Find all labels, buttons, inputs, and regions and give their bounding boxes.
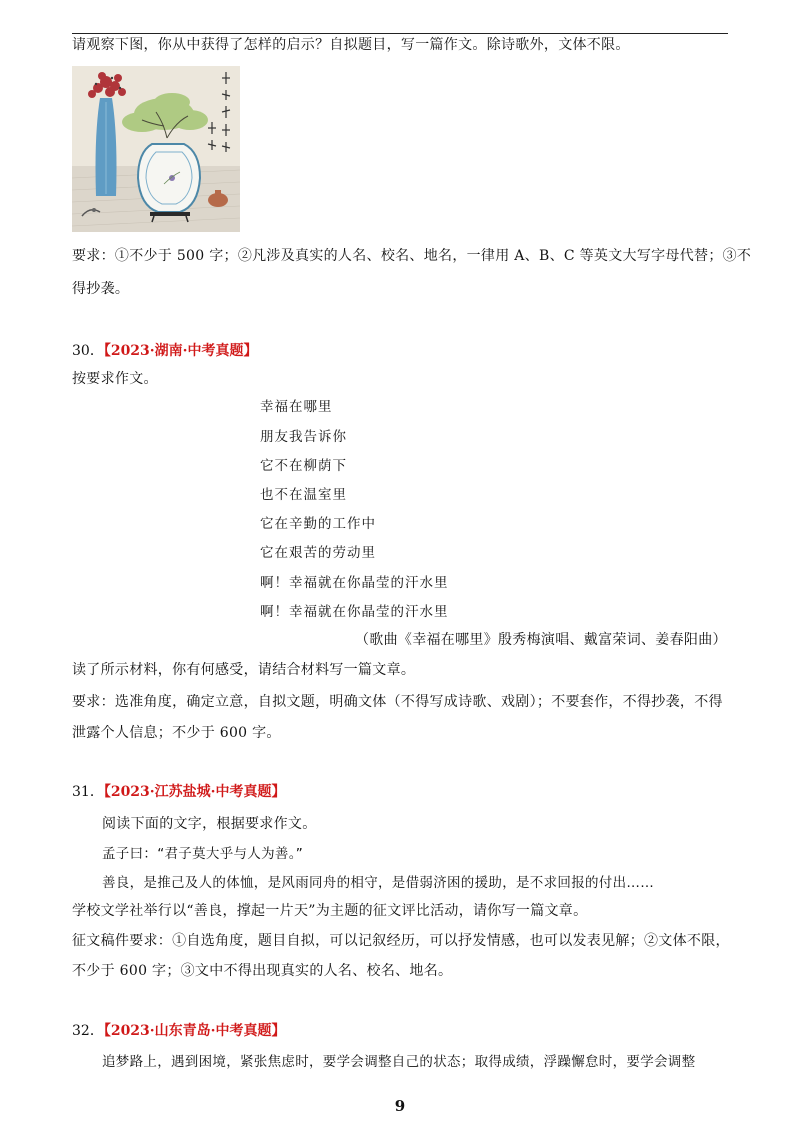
q30-requirement-line1: 要求：选准角度，确定立意，自拟文题，明确文体（不得写成诗歌、戏剧）；不要套作，不得抄袭，不得: [72, 694, 723, 710]
poem-line: 它不在柳荫下: [260, 458, 347, 474]
q31-intro: 阅读下面的文字，根据要求作文。: [102, 816, 317, 832]
q29-requirement-line2: 得抄袭。: [72, 281, 130, 297]
q31-requirement-line2: 不少于 600 字；③文中不得出现真实的人名、校名、地名。: [72, 963, 453, 979]
q30-task: 读了所示材料，你有何感受，请结合材料写一篇文章。: [72, 662, 416, 678]
q31-number: 31．: [72, 784, 104, 800]
q31-activity: 学校文学社举行以“善良，撑起一片天”为主题的征文评比活动，请你写一篇文章。: [72, 903, 588, 919]
header-rule: [72, 33, 728, 34]
poem-line: 它在艰苦的劳动里: [260, 545, 376, 561]
poem-line: 啊！幸福就在你晶莹的汗水里: [260, 575, 449, 591]
q30-number: 30．: [72, 343, 104, 359]
poem-line: 也不在温室里: [260, 487, 347, 503]
q30-source-tag: 【2023·湖南·中考真题】: [103, 343, 258, 359]
q31-material-text: 善良，是推己及人的体恤，是风雨同舟的相守，是借弱济困的援助，是不求回报的付出……: [102, 875, 654, 891]
q32-source-tag: 【2023·山东青岛·中考真题】: [103, 1023, 286, 1039]
poem-line: 朋友我告诉你: [260, 429, 347, 445]
q30-heading: [72, 342, 258, 360]
q31-source-tag: 【2023·江苏盐城·中考真题】: [103, 784, 286, 800]
q31-mencius-quote: 孟子曰：“君子莫大乎与人为善。”: [102, 846, 304, 862]
q31-requirement-line1: 征文稿件要求：①自选角度，题目自拟，可以记叙经历，可以抒发情感，也可以发表见解；②文体不限，: [72, 933, 730, 949]
q32-heading: [72, 1022, 286, 1040]
poem-line: 啊！幸福就在你晶莹的汗水里: [260, 604, 449, 620]
q30-song-source: （歌曲《幸福在哪里》殷秀梅演唱、戴富荣词、姜春阳曲）: [355, 632, 727, 648]
q29-requirement-line1: 要求：①不少于 500 字；②凡涉及真实的人名、校名、地名，一律用 A、B、C 等英文大写字母代替；③不: [72, 248, 752, 264]
q30-instruction: 按要求作文。: [72, 371, 158, 387]
page-number: 9: [394, 1097, 406, 1115]
painting-image: [72, 66, 240, 232]
q31-heading: [72, 783, 286, 801]
q30-requirement-line2: 泄露个人信息；不少于 600 字。: [72, 725, 281, 741]
poem-line: 幸福在哪里: [260, 399, 333, 415]
poem-line: 它在辛勤的工作中: [260, 516, 376, 532]
q32-number: 32．: [72, 1023, 104, 1039]
q29-prompt: 请观察下图，你从中获得了怎样的启示？自拟题目，写一篇作文。除诗歌外，文体不限。: [72, 37, 630, 53]
q32-line1: 追梦路上，遇到困境，紧张焦虑时，要学会调整自己的状态；取得成绩，浮躁懈怠时，要学会调整: [102, 1054, 696, 1070]
